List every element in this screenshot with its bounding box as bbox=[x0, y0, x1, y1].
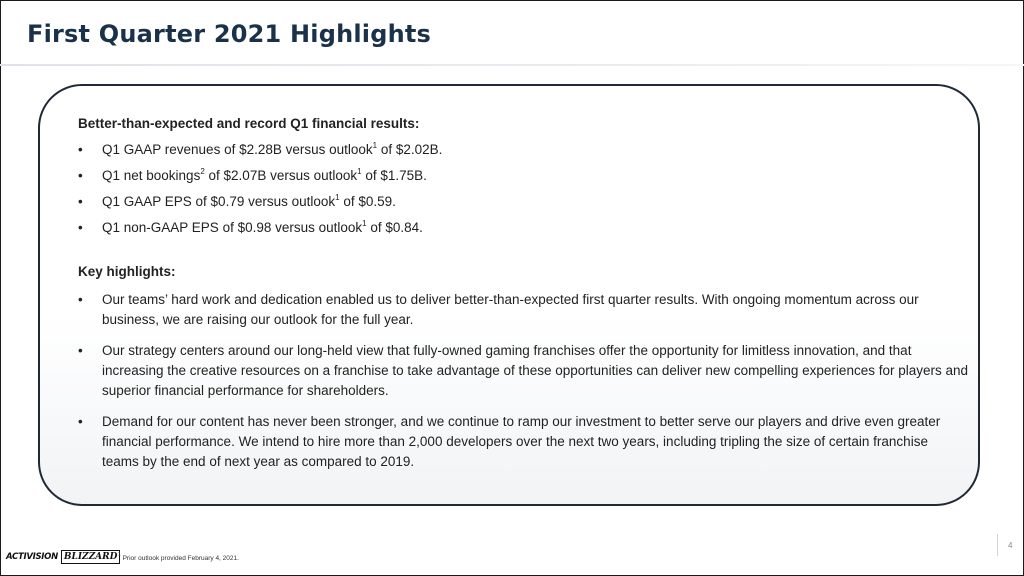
footnote: $^1$ Prior outlook provided February 4, 2021. bbox=[118, 551, 239, 562]
list-item: • Our teams’ hard work and dedication enabled us to deliver better-than-expected first quarter results. With ongoing momentum across our business, we are raising our outlook for the full year. bbox=[78, 292, 919, 327]
financial-results-list bbox=[78, 140, 968, 244]
slide-title: First Quarter 2021 Highlights bbox=[27, 20, 432, 48]
list-item: • Our strategy centers around our long-held view that fully-owned gaming franchises offer the opportunity for limitless innovation, and that increasing the creative resources on a franchise to take advantage of these opportunities can deliver new compelling experiences for players and superior financial performance for shareholders. bbox=[78, 343, 969, 398]
bullet-icon: • bbox=[78, 142, 83, 157]
bullet-icon: • bbox=[78, 343, 83, 358]
list-item: • Q1 GAAP revenues of $2.28B versus outlook$^1$ of $2.02B. bbox=[78, 140, 968, 160]
list-item: • Q1 net bookings$^2$ of $2.07B versus outlook$^1$ of $1.75B. bbox=[78, 166, 968, 186]
list-item: • Q1 non-GAAP EPS of $0.98 versus outlook$^1$ of $0.84. bbox=[78, 218, 968, 238]
activision-wordmark: ACTIVISION bbox=[6, 552, 58, 562]
bullet-icon: • bbox=[78, 292, 83, 307]
bullet-icon: • bbox=[78, 168, 83, 183]
title-divider bbox=[0, 64, 1024, 66]
key-highlights-list bbox=[78, 290, 968, 483]
key-highlights-heading: Key highlights: bbox=[78, 264, 176, 279]
list-item: • Q1 GAAP EPS of $0.79 versus outlook$^1$ of $0.59. bbox=[78, 192, 968, 212]
page-number: 4 bbox=[1008, 541, 1013, 550]
bullet-icon: • bbox=[78, 220, 83, 235]
page-number-divider bbox=[997, 534, 998, 556]
list-item: • Demand for our content has never been stronger, and we continue to ramp our investment to better serve our players and drive even greater financial performance. We intend to hire more than 2,000 developers over the next two years, including tripling the size of certain franchise teams by the end of next year as compared to 2019. bbox=[78, 414, 941, 469]
activision-blizzard-logo bbox=[6, 549, 120, 565]
bullet-icon: • bbox=[78, 194, 83, 209]
bullet-icon: • bbox=[78, 414, 83, 429]
financial-results-heading: Better-than-expected and record Q1 financial results: bbox=[78, 116, 420, 131]
blizzard-wordmark: BLIZZARD bbox=[61, 550, 121, 564]
